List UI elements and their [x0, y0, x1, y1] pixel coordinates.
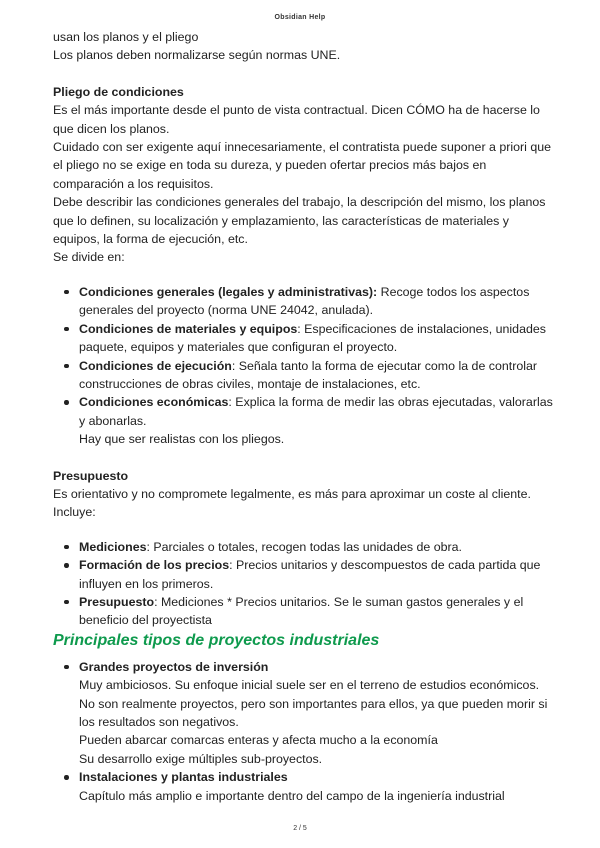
section-title: Principales tipos de proyectos industriales — [53, 631, 380, 649]
list-item — [79, 768, 553, 805]
list-item-term: Mediciones — [79, 539, 147, 554]
document-body — [53, 28, 553, 805]
list-item-line: Su desarrollo exige múltiples sub-proyectos. — [79, 751, 323, 766]
running-header: Obsidian Help — [274, 14, 326, 21]
list-item-term: Instalaciones y plantas industriales — [79, 770, 288, 785]
list-item-text: : Señala tanto la forma de ejecutar como la de controlar construcciones de obras civiles, montaje de instalaciones, etc. — [79, 358, 537, 391]
list-item-line: Pueden abarcar comarcas enteras y afecta mucho a la economía — [79, 733, 438, 748]
list-item-note: Hay que ser realistas con los pliegos. — [79, 432, 285, 447]
intro-line: usan los planos y el pliego — [53, 30, 199, 44]
list-item-line: No son realmente proyectos, pero son importantes para ellos, ya que pueden morir si los resultados son negativos. — [79, 696, 548, 729]
list-item — [79, 320, 553, 357]
page-number: 2 / 5 — [293, 825, 307, 832]
pliego-paragraph: Debe describir las condiciones generales del trabajo, la descripción del mismo, los planos que lo definen, su localización y emplazamiento, las características de materiales y equipos, la forma de ejecución, etc. — [53, 195, 546, 247]
list-item-line: Muy ambiciosos. Su enfoque inicial suele ser en el terreno de estudios económicos. — [79, 678, 540, 693]
list-item-text: : Parciales o totales, recogen todas las unidades de obra. — [146, 539, 462, 554]
list-item — [79, 556, 553, 593]
list-item-term: Condiciones de materiales y equipos — [79, 321, 298, 336]
intro-line: Los planos deben normalizarse según normas UNE. — [53, 48, 341, 63]
list-item-term: Condiciones generales (legales y administrativas): — [79, 284, 378, 299]
tipos-list — [53, 658, 553, 805]
pliego-heading: Pliego de condiciones — [53, 84, 184, 99]
presupuesto-section — [53, 467, 553, 630]
list-item-text: : Explica la forma de medir las obras ejecutadas, valorarlas y abonarlas. — [79, 395, 553, 428]
list-item-term: Formación de los precios — [79, 558, 230, 573]
list-item — [79, 283, 553, 320]
list-item — [79, 658, 553, 768]
list-item-term: Grandes proyectos de inversión — [79, 659, 269, 674]
list-item-text: Recoge todos los aspectos generales del proyecto (norma UNE 24042, anulada). — [79, 284, 530, 318]
presupuesto-heading: Presupuesto — [53, 468, 129, 483]
list-item-text: : Mediciones * Precios unitarios. Se le suman gastos generales y el beneficio del proyectista — [79, 594, 524, 628]
pliego-section — [53, 83, 553, 449]
list-item-line: Capítulo más amplio e importante dentro del campo de la ingeniería industrial — [79, 788, 505, 803]
pliego-paragraph: Es el más importante desde el punto de vista contractual. Dicen CÓMO ha de hacerse lo que dicen los planos. — [53, 103, 540, 136]
list-item-term: Condiciones económicas — [79, 395, 229, 410]
presupuesto-paragraph: Es orientativo y no compromete legalmente, es más para aproximar un coste al cliente. Incluye: — [53, 486, 531, 520]
list-item-term: Condiciones de ejecución — [79, 358, 232, 373]
pliego-paragraph: Cuidado con ser exigente aquí innecesariamente, el contratista puede suponer a priori que el pliego no se exige en toda su dureza, y pueden ofertar precios más bajos en comparación a los requisitos. — [53, 140, 552, 191]
pliego-paragraph: Se divide en: — [53, 250, 125, 265]
list-item — [79, 393, 553, 448]
list-item-term: Presupuesto — [79, 594, 155, 609]
list-item — [79, 538, 553, 556]
list-item — [79, 593, 553, 630]
presupuesto-list — [53, 538, 553, 630]
list-item-text: : Precios unitarios y descompuestos de cada partida que influyen en los primeros. — [79, 558, 541, 591]
list-item — [79, 357, 553, 394]
list-item-text: : Especificaciones de instalaciones, unidades paquete, equipos y materiales que configuran el proyecto. — [79, 321, 546, 355]
pliego-list — [53, 283, 553, 449]
